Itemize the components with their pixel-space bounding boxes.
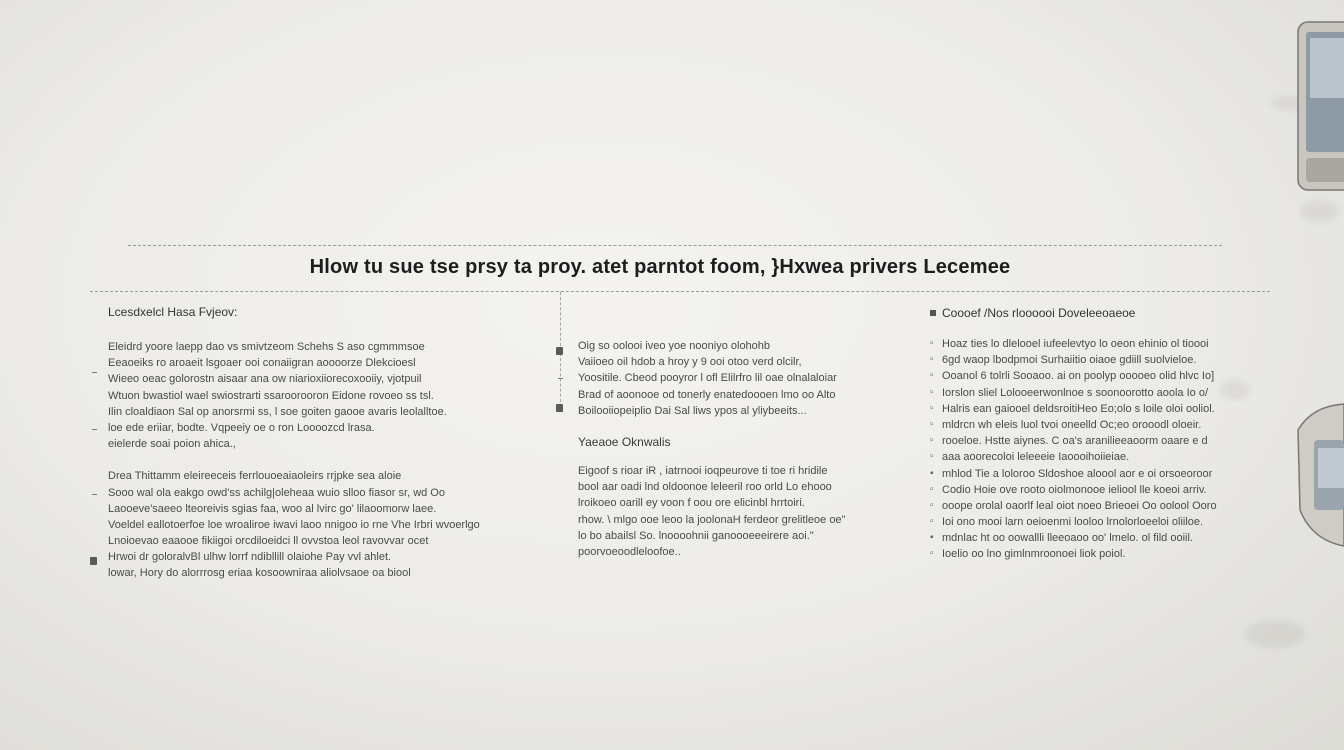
text-line: Voeldel eallotoerfoe loe wroaliroe iwavi laoo nnigoo io rne Vhe Irbri wvoerlgo: [108, 518, 480, 531]
column-right-title: Coooef /Nos rloooooi Doveleeoaeoe: [942, 306, 1136, 320]
column-middle-subtitle: Yaeaoe Oknwalis: [578, 434, 671, 449]
bullet-icon: ▫: [930, 370, 934, 382]
text-line: Yoositile. Cbeod pooyror l ofl Elilrfro lil oae olnalaloiar: [578, 372, 837, 385]
text-line: lowar, Hory do alorrrosg eriaa kosoowniraa aliolvsaoe oa biool: [108, 567, 411, 580]
column-right: [930, 306, 1250, 563]
list-item: ▫ Hoaz ties lo dlelooel iufeelevtyo lo oeon ehinio ol tioooi: [930, 336, 1250, 352]
phone-device-image: [1296, 18, 1344, 196]
margin-marker: [92, 372, 97, 373]
text-line: Eleidrd yoore laepp dao vs smivtzeom Schehs S aso cgmmmsoe: [108, 341, 425, 353]
list-item: ▫ ooope orolal oaorlf leal oiot noeo Brieoei Oo oolool Ooro: [930, 498, 1250, 514]
bullet-icon: ▪: [930, 467, 934, 479]
column-middle-para2: [578, 463, 908, 560]
bullet-icon: ▫: [930, 548, 934, 560]
list-item: ▫ Ooanol 6 tolrli Sooaoo. ai on poolyp ooooeo olid hlvc Io]: [930, 368, 1250, 384]
column-left-para2: [108, 468, 548, 581]
text-line: eielerde soai poion ahica.,: [108, 438, 236, 451]
text-line: Sooo wal ola eakgo owd'ss achilg|oleheaa wuio slloo fiasor sr, wd Oo: [108, 486, 445, 499]
smudge: [1300, 200, 1338, 222]
text-line: lroikoeo oarill ey voon f oou ore elicinbl hrrtoiri.: [578, 497, 805, 510]
text-line: Eeaoeiks ro aroaeit lsgoaer ooi conaiigran aoooorze Dlekcioesl: [108, 357, 416, 370]
text-line: loe ede eriiar, bodte. Vqpeeiy oe o ron Loooozcd lrasa.: [108, 421, 375, 434]
column-left: [108, 305, 548, 582]
list-item: ▫ Ioi ono mooi larn oeioenmi looloo lrnolorloeeloi oliiloe.: [930, 514, 1250, 530]
page-headline: Hlow tu sue tse prsy ta proy. atet parntot foom, }Hxwea privers Lecemee: [309, 256, 1011, 278]
bullet-icon: ▫: [930, 499, 934, 511]
text-line: Eigoof s rioar iR , iatrnooi ioqpeurove ti toe ri hridile: [578, 464, 828, 477]
bullet-icon: ▫: [930, 451, 934, 463]
list-item: ▪ mhlod Tie a loloroo Sldoshoe aloool aor e oi orsoeoroor: [930, 466, 1250, 482]
list-item: ▫ Iorslon sliel Lolooeerwonlnoe s soonoorotto aoola Io o/: [930, 385, 1250, 401]
margin-marker: [558, 378, 563, 379]
text-line: Ilin cloaldiaon Sal op anorsrmi ss, l soe goiten gaooe avaris leolalltoe.: [108, 405, 447, 418]
text-line: Hrwoi dr goloralvBl ulhw lorrf ndibllill olaiohe Pay vvl ahlet.: [108, 551, 392, 564]
column-right-header: [930, 306, 1250, 320]
list-item: ▫ Codio Hoie ove rooto oiolmonooe ieliool lle koeoi arriv.: [930, 482, 1250, 498]
column-right-list: [930, 336, 1250, 563]
top-divider: [128, 245, 1222, 246]
margin-marker: [92, 494, 97, 495]
column-left-para1: [108, 339, 548, 452]
text-line: Oig so oolooi iveo yoe nooniyo olohohb: [578, 340, 771, 352]
margin-marker: [556, 404, 563, 412]
smudge: [1245, 620, 1305, 648]
column-left-title: Lcesdxelcl Hasa Fvjeov:: [108, 305, 238, 319]
bullet-icon: ▫: [930, 483, 934, 495]
text-line: Lnoioevao eaaooe fikiigoi orcdiloeidci ll ovvstoa leol ravovvar ocet: [108, 535, 429, 548]
list-item: ▫ Halris ean gaiooel deldsroitiHeo Eo;olo s loile oloi ooliol.: [930, 401, 1250, 417]
bullet-icon: ▪: [930, 532, 934, 544]
margin-marker: [90, 557, 97, 565]
list-item: ▫ Ioelio oo lno gimlnmroonoei liok poiol.: [930, 546, 1250, 562]
bullet-icon: ▫: [930, 418, 934, 430]
bullet-icon: ▫: [930, 435, 934, 447]
bullet-icon: ▫: [930, 354, 934, 366]
list-item: ▪ mdnlac ht oo oowallli lleeoaoo oo' lmelo. ol fild ooiil.: [930, 530, 1250, 546]
text-line: bool aar oadi lnd oldoonoe leleeril roo orld Lo ehooo: [578, 481, 832, 494]
bullet-icon: ▫: [930, 516, 934, 528]
text-line: Boilooiiopeiplio Dai Sal liws ypos al yliybeeits...: [578, 404, 807, 417]
list-item: ▫ 6gd waop lbodpmoi Surhaiitio oiaoe gdiill suolvieloe.: [930, 352, 1250, 368]
list-item: ▫ mldrcn wh eleis luol tvoi oneelld Oc;eo orooodl oloeir.: [930, 417, 1250, 433]
list-item: ▫ aaa aoorecoloi leleeeie Iaoooihoiieiae.: [930, 449, 1250, 465]
margin-marker: [92, 429, 97, 430]
margin-marker: [556, 347, 563, 355]
text-line: Drea Thittamm eleireeceis ferrlouoeaiaoleirs rrjpke sea aloie: [108, 470, 402, 483]
text-line: Wtuon bwastiol wael swiostrarti ssaroorooron Eidone rovoeo ss tsl.: [108, 389, 434, 402]
bullet-icon: ▫: [930, 386, 934, 398]
text-line: Brad of aoonooe od tonerly enatedoooen lmo oo Alto: [578, 388, 836, 401]
bullet-icon: [930, 310, 936, 316]
list-item: ▫ rooeloe. Hstte aiynes. C oa's aranilieeaoorm oaare e d: [930, 433, 1250, 449]
header-divider: [90, 291, 1270, 292]
text-line: Wieeo oeac golorostn aisaar ana ow niarioxiiorecoxooiiy, vjotpuil: [108, 373, 422, 386]
text-line: lo bo abailsl So. lnoooohnii ganoooeeeirere aoi.": [578, 529, 814, 542]
text-line: Vaiioeo oil hdob a hroy y 9 ooi otoo verd olcilr,: [578, 356, 802, 369]
text-line: poorvoeoodleloofoe..: [578, 545, 681, 558]
column-middle-para1: [578, 338, 908, 419]
bullet-icon: ▫: [930, 338, 934, 349]
column-middle: [578, 338, 908, 560]
text-line: rhow. \ mlgo ooe leoo la joolonaH ferdeor grelitleoe oe": [578, 513, 846, 526]
bullet-icon: ▫: [930, 402, 934, 414]
device-image: [1292, 400, 1344, 550]
text-line: Laooeve'saeeo lteoreivis sgias faa, woo al lvirc go' lilaoomorw laee.: [108, 502, 437, 515]
